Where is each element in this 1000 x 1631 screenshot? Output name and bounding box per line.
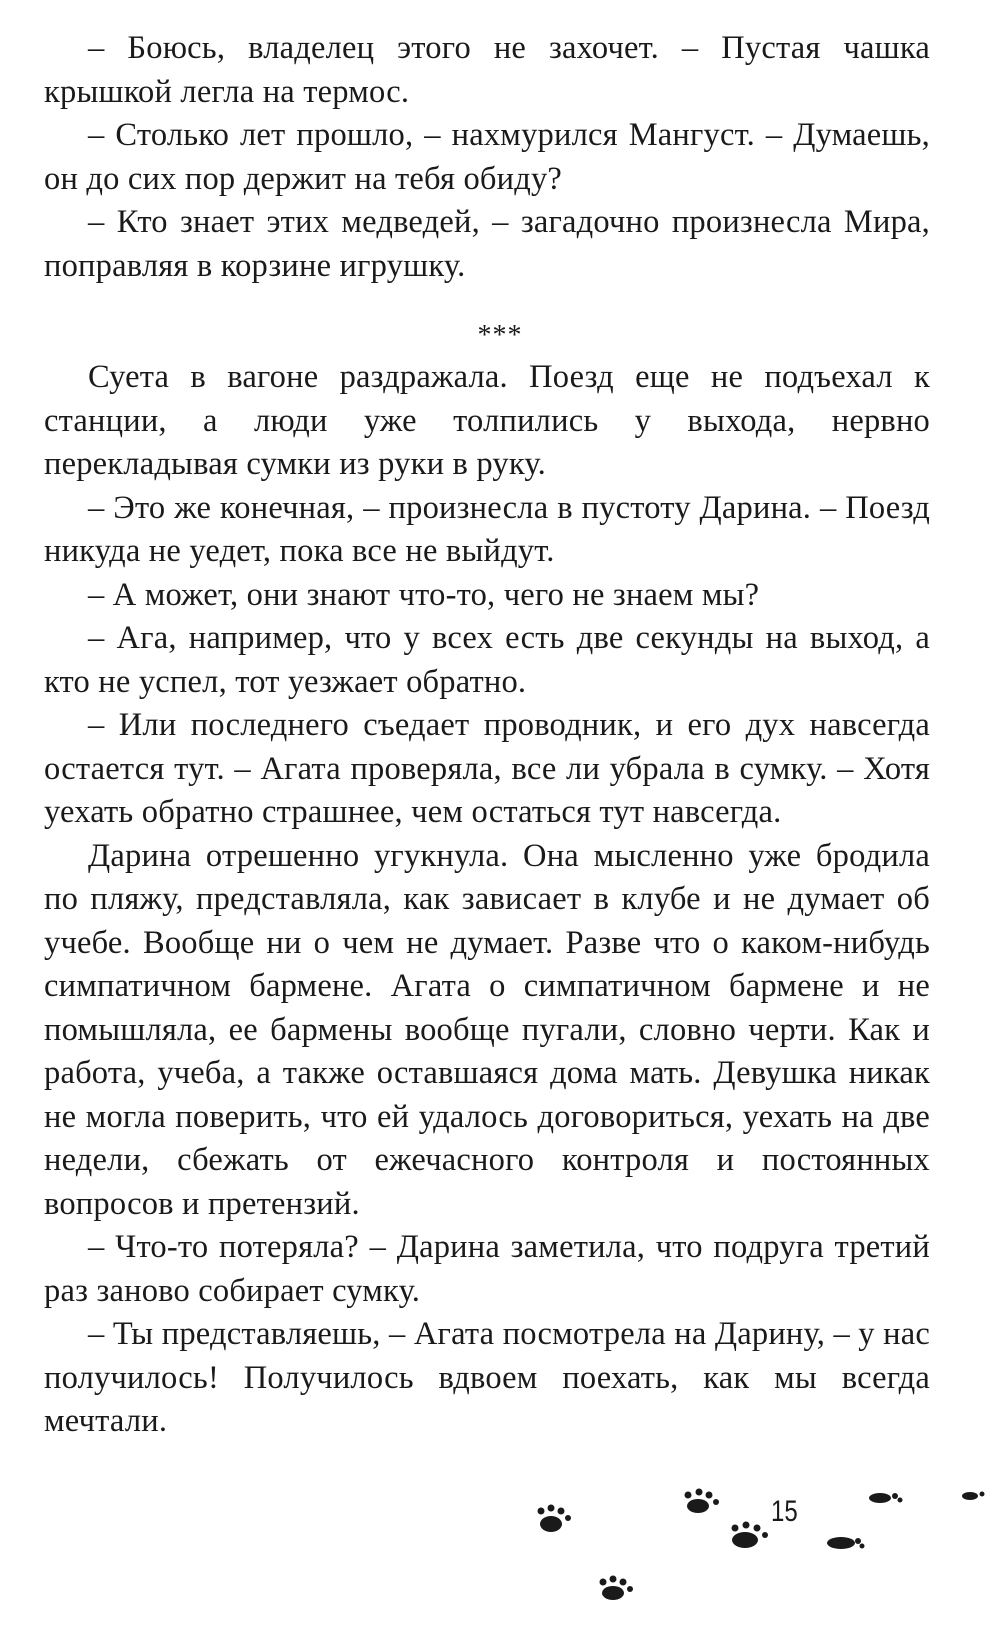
pawprint-icon — [732, 1522, 769, 1549]
text-section-2 — [44, 356, 930, 1444]
paragraph: – Ага, например, что у всех есть две секунды на выход, а кто не успел, тот уезжает обратно. — [44, 620, 930, 700]
pawprint-icon — [962, 1492, 985, 1501]
text-section-1 — [44, 27, 930, 288]
pawprint-icon — [685, 1489, 720, 1514]
pawprint-icon — [538, 1505, 572, 1533]
paragraph: – Боюсь, владелец этого не захочет. – Пустая чашка крышкой легла на термос. — [44, 30, 930, 110]
paragraph: – Что-то потеряла? – Дарина заметила, что подруга третий раз заново собирает сумку. — [44, 1229, 930, 1309]
paragraph: – Ты представляешь, – Агата посмотрела на Дарину, – у нас получилось! Получилось вдвоем поехать, как мы всегда мечтали. — [44, 1316, 930, 1439]
pawprint-icon — [827, 1537, 865, 1549]
paragraph: – А может, они знают что-то, чего не знаем мы? — [88, 576, 760, 613]
paragraph: – Столько лет прошло, – нахмурился Мангуст. – Думаешь, он до сих пор держит на тебя обиду? — [44, 117, 930, 197]
page-number: 15 — [771, 1495, 798, 1528]
section-separator: *** — [477, 320, 523, 351]
paragraph: – Кто знает этих медведей, – загадочно произнесла Мира, поправляя в корзине игрушку. — [44, 204, 930, 284]
pawprint-icon — [600, 1576, 634, 1601]
pawprint-icon — [869, 1493, 903, 1503]
paragraph: Суета в вагоне раздражала. Поезд еще не подъехал к станции, а люди уже толпились у выхода, нервно перекладывая сумки из руки в руку. — [44, 359, 930, 482]
paragraph: Дарина отрешенно угукнула. Она мысленно уже бродила по пляжу, представляла, как зависает в клубе и не думает об учебе. Вообще ни о чем не думает. Разве что о каком-нибудь симпатичном бармене. Агата о симпатичном бармене и не помышляла, ее бармены вообще пугали, словно черти. Как и работа, учеба, а также оставшаяся дома мать. Девушка никак не могла поверить, что ей удалось договориться, уехать на две недели, сбежать от ежечасного контроля и постоянных вопросов и претензий. — [44, 837, 930, 1222]
paragraph: – Это же конечная, – произнесла в пустоту Дарина. – Поезд никуда не уедет, пока все не выйдут. — [44, 489, 930, 569]
paragraph: – Или последнего съедает проводник, и его дух навсегда остается тут. – Агата проверяла, все ли убрала в сумку. – Хотя уехать обратно страшнее, чем остаться тут навсегда. — [44, 707, 930, 830]
